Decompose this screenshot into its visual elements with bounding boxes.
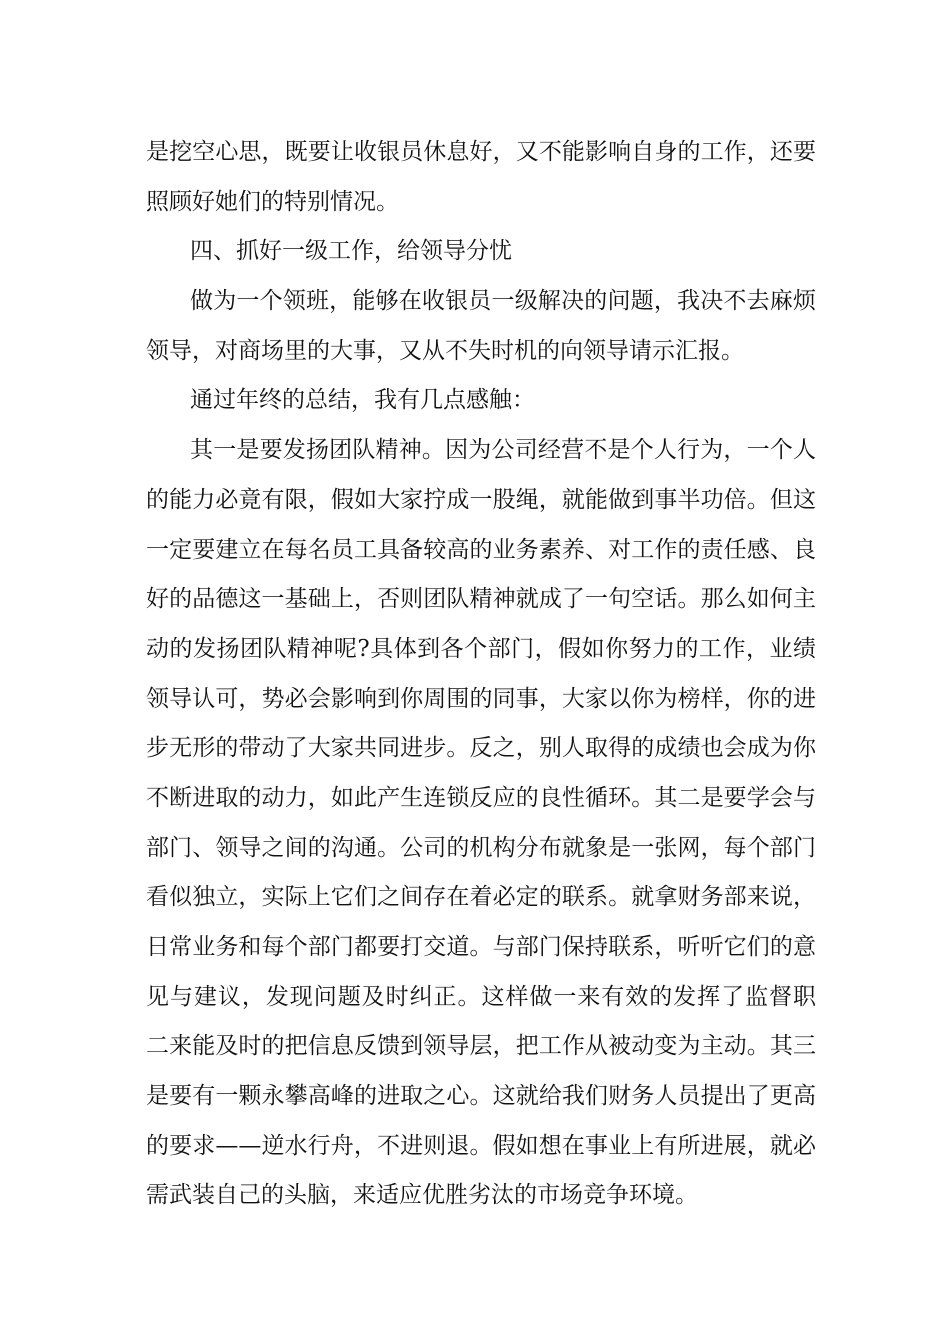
text-line: 通过年终的总结，我有几点感触： xyxy=(190,387,535,414)
text-line: 见与建议，发现问题及时纠正。这样做一来有效的发挥了监督职 xyxy=(146,983,816,1010)
text-line: 是挖空心思，既要让收银员休息好，又不能影响自身的工作，还要 xyxy=(146,139,816,165)
text-line: 其一是要发扬团队精神。因为公司经营不是个人行为，一个人 xyxy=(190,437,816,464)
text-line: 照顾好她们的特别情况。 xyxy=(146,188,399,215)
section-heading: 四、抓好一级工作，给领导分忧 xyxy=(190,238,512,265)
text-line: 日常业务和每个部门都要打交道。与部门保持联系，听听它们的意 xyxy=(146,934,816,960)
text-line: 的能力必竟有限，假如大家拧成一股绳，就能做到事半功倍。但这 xyxy=(146,486,816,513)
text-line: 看似独立，实际上它们之间存在着必定的联系。就拿财务部来说， xyxy=(146,884,816,911)
text-line: 二来能及时的把信息反馈到领导层，把工作从被动变为主动。其三 xyxy=(146,1033,816,1060)
text-line: 好的品德这一基础上，否则团队精神就成了一句空话。那么如何主 xyxy=(146,586,816,613)
text-line: 不断进取的动力，如此产生连锁反应的良性循环。其二是要学会与 xyxy=(146,784,816,811)
text-line: 的要求——逆水行舟，不进则退。假如想在事业上有所进展，就必 xyxy=(146,1132,816,1159)
text-line: 领导，对商场里的大事，又从不失时机的向领导请示汇报。 xyxy=(146,337,744,364)
text-line: 一定要建立在每名员工具备较高的业务素养、对工作的责任感、良 xyxy=(146,536,816,563)
text-line: 动的发扬团队精神呢?具体到各个部门，假如你努力的工作，业绩 xyxy=(146,635,816,662)
body-text xyxy=(146,128,816,1221)
text-line: 做为一个领班，能够在收银员一级解决的问题，我决不去麻烦 xyxy=(190,288,816,315)
text-line: 部门、领导之间的沟通。公司的机构分布就象是一张网，每个部门 xyxy=(146,834,816,861)
text-line: 需武装自己的头脑，来适应优胜劣汰的市场竞争环境。 xyxy=(146,1182,698,1209)
text-line: 领导认可，势必会影响到你周围的同事，大家以你为榜样，你的进 xyxy=(146,685,816,712)
text-line: 是要有一颗永攀高峰的进取之心。这就给我们财务人员提出了更高 xyxy=(146,1083,816,1110)
text-line: 步无形的带动了大家共同进步。反之，别人取得的成绩也会成为你 xyxy=(146,735,816,762)
